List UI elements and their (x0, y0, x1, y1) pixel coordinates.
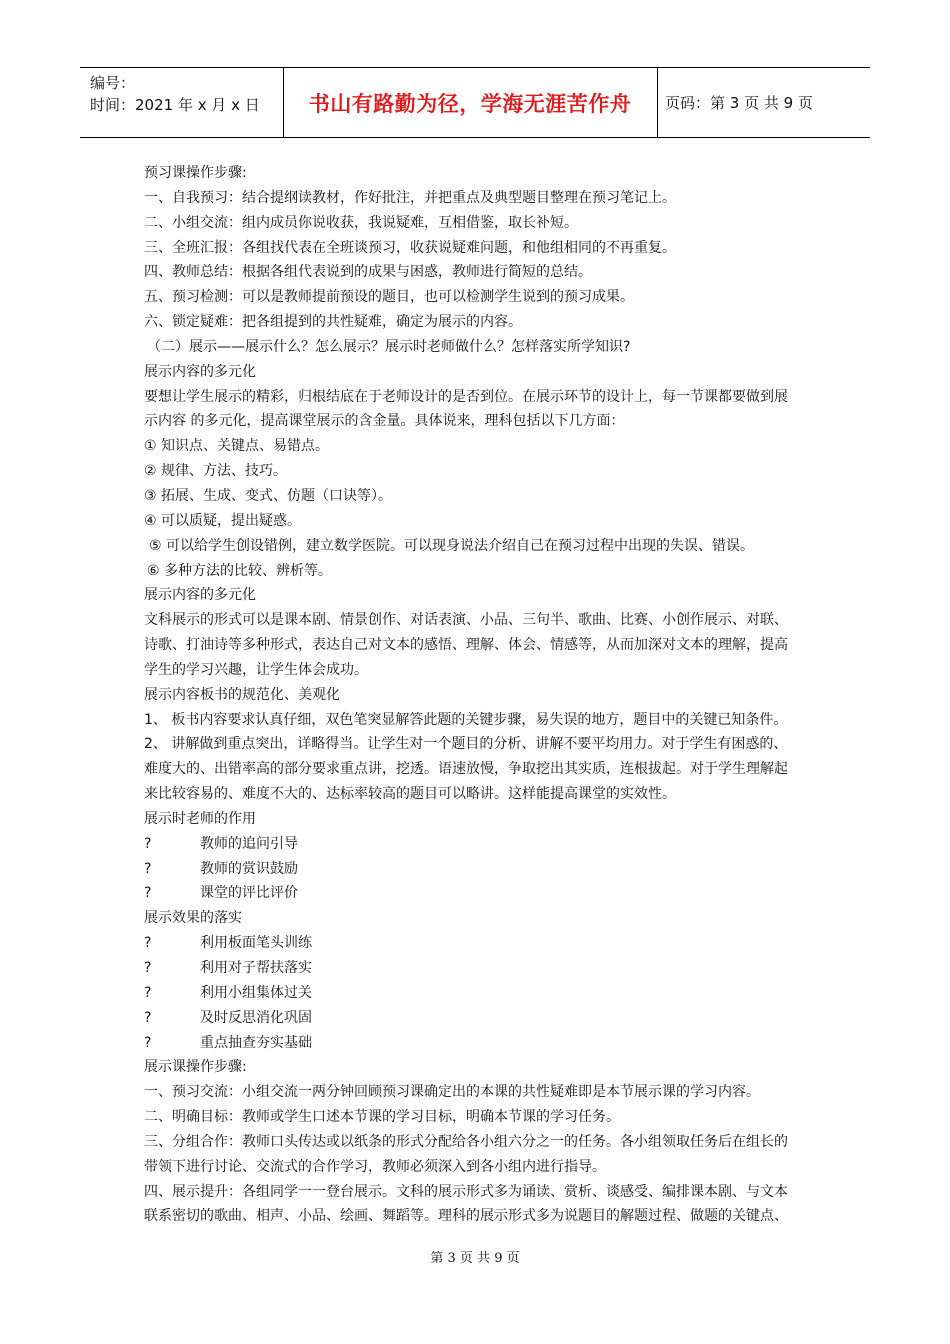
text-line: 联系密切的歌曲、相声、小品、绘画、舞蹈等。理科的展示形式多为说题目的解题过程、做题的关键点、 (144, 1208, 788, 1225)
bullet-item (144, 1031, 814, 1056)
text-line: 预习课操作步骤: (144, 165, 247, 181)
bullet-text: 利用对子帮扶落实 (200, 960, 312, 976)
bullet-marker: ? (144, 935, 152, 952)
subheading: 展示内容的多元化 (144, 363, 256, 380)
bullet-marker: ? (144, 1034, 152, 1051)
bullet-marker: ? (144, 885, 152, 902)
bullet-item (144, 956, 814, 981)
text-line: 二、明确目标：教师或学生口述本节课的学习目标，明确本节课的学习任务。 (144, 1109, 620, 1126)
text-line: 文科展示的形式可以是课本剧、情景创作、对话表演、小品、三句半、歌曲、比赛、小创作展示、对联、 (144, 612, 788, 629)
document-body (144, 161, 814, 1229)
document-number-label: 编号： (90, 74, 136, 92)
subheading: 展示课操作步骤: (144, 1059, 247, 1076)
document-date-label: 时间：2021 年 x 月 x 日 (90, 96, 260, 114)
text-line: 2、 讲解做到重点突出，详略得当。让学生对一个题目的分析、讲解不要平均用力。对于学生有困惑的、 (144, 736, 788, 753)
text-line: 学生的学习兴趣，让学生体会成功。 (144, 661, 368, 678)
bullet-item (144, 832, 814, 857)
bullet-marker: ? (144, 860, 152, 877)
text-line: 三、分组合作：教师口头传达或以纸条的形式分配给各小组六分之一的任务。各小组领取任务后在组长的 (144, 1133, 788, 1150)
text-line: 一、自我预习：结合提纲读教材，作好批注，并把重点及典型题目整理在预习笔记上。 (144, 189, 676, 206)
bullet-text: 教师的追问引导 (200, 835, 298, 852)
bullet-item (144, 931, 814, 956)
text-line: 六、锁定疑难：把各组提到的共性疑难，确定为展示的内容。 (144, 314, 522, 331)
header-meta (90, 72, 260, 116)
list-item: ⑤ 可以给学生创设错例，建立数学医院。可以现身说法介绍自己在预习过程中出现的失误、错误。 (149, 537, 754, 554)
header-motto: 书山有路勤为径，学海无涯苦作舟 (308, 91, 632, 116)
text-line: 带领下进行讨论、交流式的合作学习，教师必须深入到各小组内进行指导。 (144, 1158, 606, 1175)
text-line: 四、教师总结：根据各组代表说到的成果与困惑，教师进行简短的总结。 (144, 264, 592, 281)
bullet-text: 及时反思消化巩固 (200, 1009, 312, 1026)
bullet-item (144, 881, 814, 906)
text-line: 要想让学生展示的精彩，归根结底在于老师设计的是否到位。在展示环节的设计上，每一节课都要做到展 (144, 388, 788, 405)
text-line: 二、小组交流：组内成员你说收获，我说疑难，互相借鉴，取长补短。 (144, 214, 578, 231)
text-line: 1、 板书内容要求认真仔细，双色笔突显解答此题的关键步骤，易失误的地方，题目中的关键已知条件。 (144, 711, 788, 728)
bullet-item (144, 857, 814, 882)
bullet-text: 教师的赏识鼓励 (200, 860, 298, 877)
bullet-text: 利用板面笔头训练 (200, 935, 312, 952)
section-heading: （二）展示——展示什么？怎么展示？展示时老师做什么？怎样落实所学知识? (147, 338, 631, 355)
text-line: 三、全班汇报：各组找代表在全班谈预习，收获说疑难问题，和他组相同的不再重复。 (144, 239, 676, 256)
text-line: 一、预习交流：小组交流一两分钟回顾预习课确定出的本课的共性疑难即是本节展示课的学习内容。 (144, 1084, 760, 1101)
subheading: 展示内容板书的规范化、美观化 (144, 686, 340, 703)
text-line: 四、展示提升：各组同学一一登台展示。文科的展示形式多为诵读、赏析、谈感受、编排课本剧、与文本 (144, 1183, 788, 1200)
subheading: 展示时老师的作用 (144, 810, 256, 827)
bullet-text: 重点抽查夯实基础 (200, 1034, 312, 1051)
text-line: 诗歌、打油诗等多种形式，表达自己对文本的感悟、理解、体会、情感等，从而加深对文本的理解，提高 (144, 637, 788, 654)
header-divider (657, 68, 658, 137)
list-item: ④ 可以质疑，提出疑惑。 (144, 512, 302, 529)
list-item: ① 知识点、关键点、易错点。 (144, 438, 330, 455)
header-page-number: 页码：第 3 页 共 9 页 (665, 94, 813, 112)
bullet-item (144, 1006, 814, 1031)
bullet-marker: ? (144, 1009, 152, 1026)
page-header (80, 67, 870, 138)
bullet-marker: ? (144, 960, 152, 976)
bullet-item (144, 981, 814, 1006)
list-item: ⑥ 多种方法的比较、辨析等。 (147, 562, 333, 579)
text-line: 五、预习检测：可以是教师提前预设的题目，也可以检测学生说到的预习成果。 (144, 289, 634, 306)
list-item: ② 规律、方法、技巧。 (144, 463, 288, 480)
bullet-marker: ? (144, 835, 152, 852)
text-line: 来比较容易的、难度不大的、达标率较高的题目可以略讲。这样能提高课堂的实效性。 (144, 786, 676, 803)
text-line: 难度大的、出错率高的部分要求重点讲，挖透。语速放慢，争取挖出其实质，连根拔起。对于学生理解起 (144, 761, 788, 778)
subheading: 展示内容的多元化 (144, 587, 256, 604)
text-line: 示内容 的多元化，提高课堂展示的含金量。具体说来，理科包括以下几方面： (144, 413, 625, 430)
subheading: 展示效果的落实 (144, 910, 242, 927)
bullet-text: 利用小组集体过关 (200, 984, 312, 1001)
list-item: ③ 拓展、生成、变式、仿题（口诀等）。 (144, 487, 392, 504)
page-footer: 第 3 页 共 9 页 (430, 1251, 520, 1266)
bullet-text: 课堂的评比评价 (200, 885, 298, 902)
bullet-marker: ? (144, 984, 152, 1001)
